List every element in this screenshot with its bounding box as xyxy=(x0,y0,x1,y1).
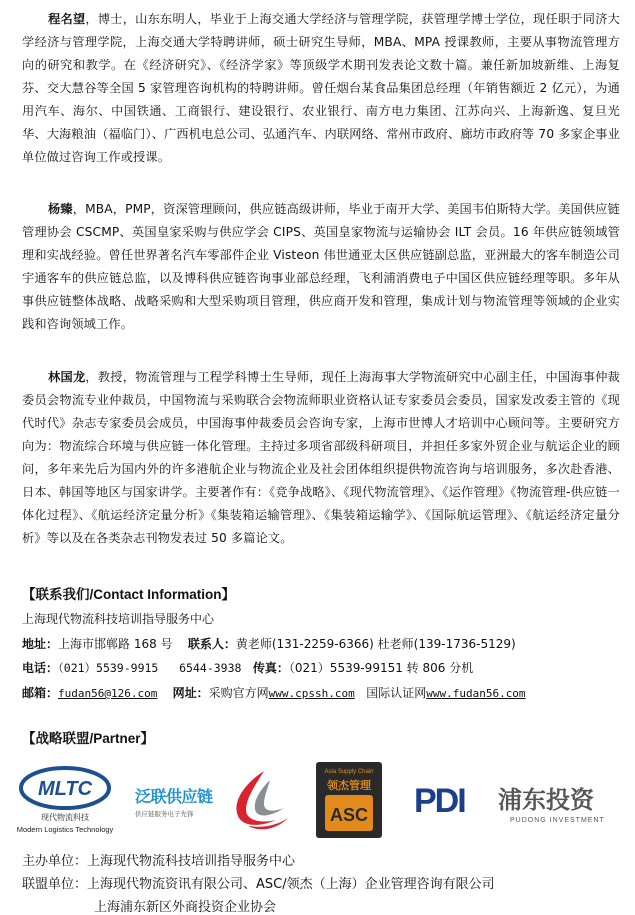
swoosh-logo xyxy=(224,766,294,836)
mltc-logo xyxy=(10,762,120,838)
bio-yang xyxy=(22,198,620,336)
contact-email-line xyxy=(22,684,526,701)
alliance-line xyxy=(22,873,495,892)
contact-person-label: 联系人： xyxy=(187,637,236,651)
tel-value: （021）5539-9915 6544-3938 xyxy=(58,661,242,675)
asc-mark: ASC xyxy=(329,805,369,825)
contact-tel-line xyxy=(22,659,473,676)
bio-name: 林国龙 xyxy=(48,370,86,384)
pdi-mark: PDI xyxy=(414,782,465,820)
pudong-logo-graphic xyxy=(414,778,619,828)
web2-prefix: 国际认证网 xyxy=(366,686,427,700)
alliance-line-2: 上海浦东新区外商投资企业协会 xyxy=(94,900,277,915)
email-label: 邮箱： xyxy=(22,686,59,700)
mltc-logo-graphic xyxy=(10,762,120,838)
pudong-logo xyxy=(414,778,619,828)
address-label: 地址： xyxy=(22,637,59,651)
bio-text: ，博士，山东东明人，毕业于上海交通大学经济与管理学院，获管理学博士学位，现任职于同济大学经济与管理学院，上海交通大学特聘讲师，硕士研究生导师，MBA、MPA 授课教师，主要从事物流管理方向的研究和教学。在《经济研究》、《经济学家》等顶级学术期刊发表论文数十篇。兼任新加坡新维、上海复芬、交大慧谷等全国 5 家管理咨询机构的特聘讲师。曾任烟台某食品集团总经理（年销售额近 2 亿元），为通用汽车、海尔、中国铁通、工商银行、建设银行、农业银行、南方电力集团、江苏向兴、上海新逸、复旦光华、大海粮油（福临门）、广西机电总公司、弘通汽车、内联网络、常州市政府、廊坊市政府等 70 多家企事业单位做过咨询工作或授课。 xyxy=(22,12,620,164)
alliance-value: 上海现代物流资讯有限公司、ASC/领杰（上海）企业管理咨询有限公司 xyxy=(87,877,495,892)
contact-section-title: 【联系我们/Contact Information】 xyxy=(22,587,235,602)
bio-name: 程名望 xyxy=(48,12,86,26)
email-link[interactable]: fudan56@126.com xyxy=(58,687,158,700)
asc-logo-graphic xyxy=(316,762,382,838)
bio-cheng xyxy=(22,8,620,169)
tel-label: 电话： xyxy=(22,661,59,675)
fanlian-sub: 供应链服务电子先锋 xyxy=(135,810,194,818)
partner-section-title: 【战略联盟/Partner】 xyxy=(22,731,155,746)
asc-top: Asia Supply Chain xyxy=(324,769,374,775)
web2-link[interactable]: www.fudan56.com xyxy=(426,687,526,700)
fanlian-logo xyxy=(135,784,225,824)
alliance-label: 联盟单位： xyxy=(22,877,88,892)
host-line xyxy=(22,850,295,869)
asc-cn: 领杰管理 xyxy=(327,779,371,792)
mltc-en: Modern Logistics Technology xyxy=(16,825,114,834)
swoosh-logo-graphic xyxy=(224,766,294,836)
contact-address-line xyxy=(22,635,516,652)
web-label: 网址： xyxy=(172,686,209,700)
pudong-cn: 浦东投资 xyxy=(498,786,594,814)
web1-link[interactable]: www.cpssh.com xyxy=(268,687,355,700)
contact-org: 上海现代物流科技培训指导服务中心 xyxy=(22,612,215,626)
mltc-cn: 现代物流科技 xyxy=(41,813,89,822)
host-label: 主办单位： xyxy=(22,854,88,869)
mltc-mark: MLTC xyxy=(37,778,93,800)
bio-name: 杨臻 xyxy=(48,202,73,216)
fax-label: 传真： xyxy=(252,661,289,675)
web1-prefix: 采购官方网 xyxy=(208,686,269,700)
host-value: 上海现代物流科技培训指导服务中心 xyxy=(87,854,296,869)
pudong-en: PUDONG INVESTMENT xyxy=(510,817,605,824)
contact-person-value: 黄老师(131-2259-6366) 杜老师(139-1736-5129) xyxy=(235,637,516,651)
fanlian-name: 泛联供应链 xyxy=(135,787,213,806)
fax-value: （021）5539-99151 转 806 分机 xyxy=(288,661,474,675)
address-value: 上海市邯郸路 168 号 xyxy=(58,637,173,651)
bio-text: ，MBA，PMP，资深管理顾问，供应链高级讲师，毕业于南开大学、美国韦伯斯特大学。美国供应链管理协会 CSCMP、英国皇家采购与供应学会 CIPS、英国皇家物流与运输协会 ILT 会员。16 年供应链领域管理和实战经验。曾任世界著名汽车零部件企业 Visteon 伟世通亚太区供应链副总监，亚洲最大的客车制造公司宇通客车的供应链总监，以及博科供应链咨询事业部总经理，飞利浦消费电子中国区供应链经理等职。多年从事供应链整体战略、战略采购和大型采购项目管理，供应商开发和管理，集成计划与物流管理等领域的企业实践和咨询领域工作。 xyxy=(22,202,620,331)
asc-logo xyxy=(316,762,382,838)
partner-logos xyxy=(10,762,625,840)
bio-lin xyxy=(22,366,620,550)
bio-text: ，教授，物流管理与工程学科博士生导师，现任上海海事大学物流研究中心副主任，中国海事仲裁委员会物流专业仲裁员，中国物流与采购联合会物流师职业资格认证专家委员会委员，国家发改委主管的《现代时代》杂志专家委员会成员，中国海事仲裁委员会咨询专家，上海市世博人才培训中心顾问等。主要研究方向为：物流综合环境与供应链一体化管理。主持过多项省部级科研项目，并担任多家外贸企业与航运企业的顾问，多年来先后为国内外的许多港航企业与物流企业及社会团体组织提供物流咨询与培训服务，多次赴香港、日本、韩国等地区与国家讲学。主要著作有：《竞争战略》、《现代物流管理》、《运作管理》《物流管理-供应链一体化过程》、《航运经济定量分析》《集装箱运输管理》、《集装箱运输学》、《国际航运管理》、《航运经济定量分析》等以及在各类杂志刊物发表过 50 多篇论文。 xyxy=(22,370,620,545)
